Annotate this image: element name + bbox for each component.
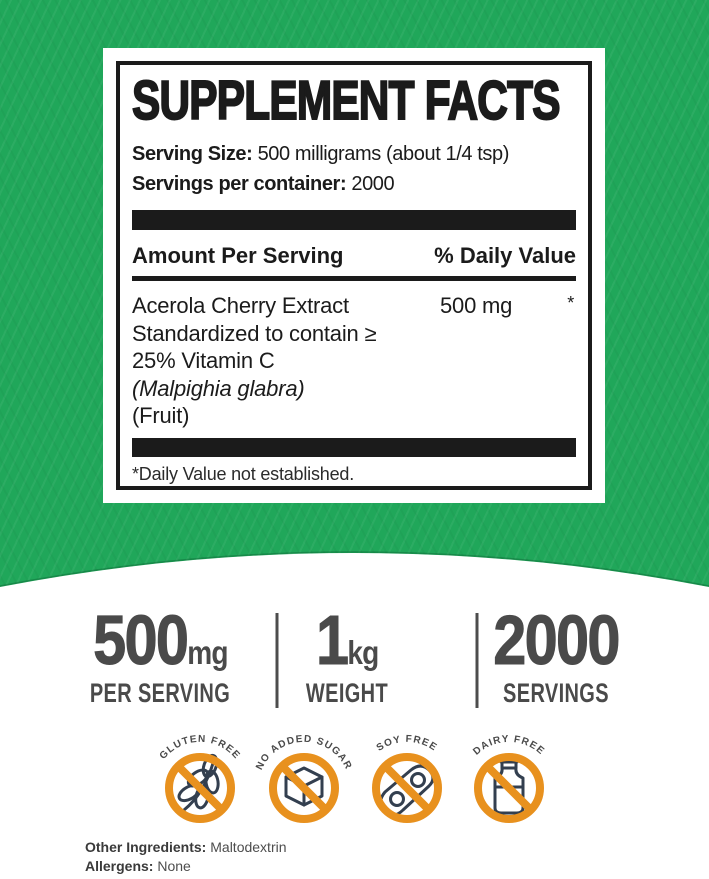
dairy-free-badge [457, 730, 561, 826]
supplement-facts-card [103, 48, 605, 503]
other-ingredients-value: Maltodextrin [206, 839, 287, 855]
per-serving-label: PER SERVING [89, 678, 231, 708]
soy-free-badge [355, 730, 459, 826]
servings-amount: 2000 [493, 601, 619, 679]
servings-value: 2000 [346, 173, 395, 195]
header-rule [132, 276, 576, 281]
other-ingredients-label: Other Ingredients: [85, 839, 207, 855]
ingredient-botanical-name: (Malpighia glabra) [132, 375, 305, 401]
allergens-line [85, 857, 287, 876]
ingredient-name-line1: Acerola Cherry Extract [132, 293, 349, 318]
ingredient-daily-value: * [567, 293, 574, 313]
serving-size-line [132, 143, 576, 166]
allergens-label: Allergens: [85, 858, 154, 874]
serving-size-value: 500 milligrams (about 1/4 tsp) [252, 143, 510, 165]
ingredient-amount: 500 mg [440, 293, 513, 318]
ingredient-plant-part: (Fruit) [132, 403, 190, 428]
stats-divider-1 [276, 613, 279, 708]
ingredient-name-line3: 25% Vitamin C [132, 348, 275, 373]
stat-per-serving [65, 601, 255, 709]
per-serving-amount: 500 [92, 601, 187, 679]
per-serving-unit: mg [186, 634, 228, 671]
stats-divider-2 [476, 613, 479, 708]
amount-per-serving-header: Amount Per Serving [132, 243, 344, 268]
daily-value-header: % Daily Value [434, 243, 576, 268]
separator-bar-bottom [132, 438, 576, 457]
ingredient-row [132, 292, 576, 430]
svg-text:NO ADDED SUGAR [254, 734, 354, 772]
prohibition-slash [485, 764, 534, 813]
serving-size-label: Serving Size: [132, 143, 253, 165]
gluten-free-badge [148, 730, 252, 826]
allergens-value: None [153, 858, 191, 874]
svg-text:SOY FREE [375, 734, 440, 754]
stat-weight [292, 601, 403, 709]
soy-free-label: SOY FREE [374, 733, 440, 754]
column-headers [132, 243, 576, 269]
stats-row [0, 601, 709, 715]
no-added-sugar-badge [252, 730, 356, 826]
curved-edge [0, 530, 709, 601]
supplement-facts-border [116, 61, 592, 490]
dairy-free-label: DAIRY FREE [471, 733, 547, 758]
footer-ingredients [85, 838, 287, 876]
gluten-free-label: GLUTEN FREE [157, 733, 243, 762]
ingredient-name-line2: Standardized to contain ≥ [132, 320, 377, 346]
weight-unit: kg [347, 634, 379, 671]
separator-bar-top [132, 210, 576, 230]
servings-count-label: SERVINGS [503, 678, 609, 708]
daily-value-footnote: *Daily Value not established. [132, 463, 355, 484]
servings-label: Servings per container: [132, 173, 347, 195]
weight-amount: 1 [315, 601, 348, 679]
other-ingredients-line [85, 838, 287, 857]
no-added-sugar-label: NO ADDED SUGAR [254, 733, 354, 772]
supplement-facts-title: SUPPLEMENT FACTS [132, 69, 560, 131]
weight-label: WEIGHT [305, 678, 389, 708]
servings-per-container-line [132, 173, 576, 196]
stat-servings [482, 601, 630, 709]
